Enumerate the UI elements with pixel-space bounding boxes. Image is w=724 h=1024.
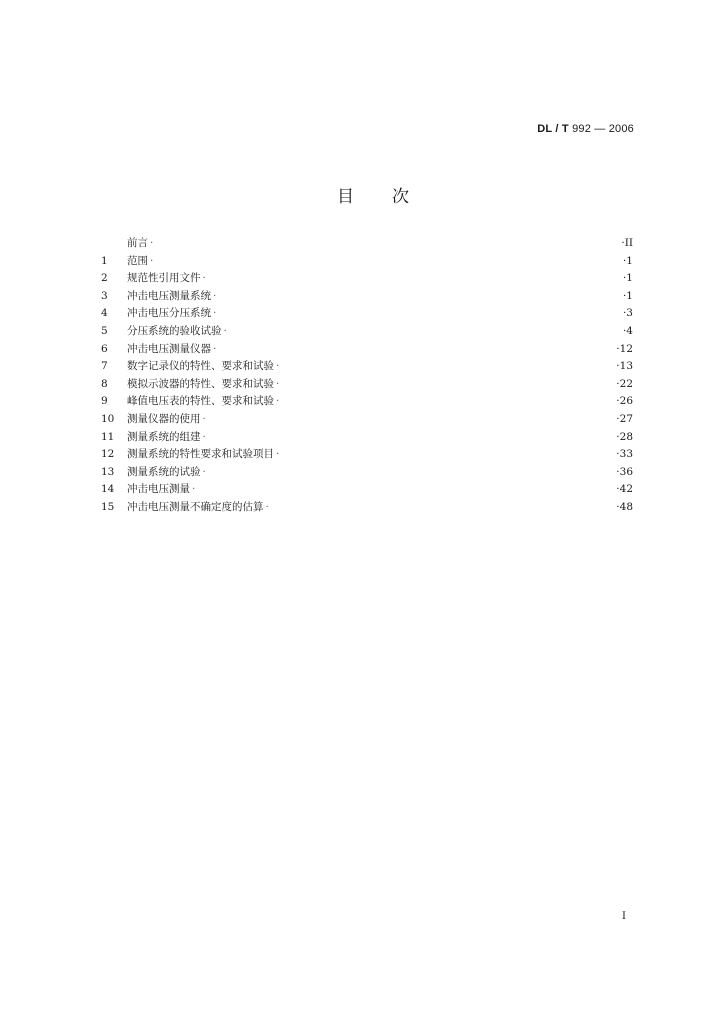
toc-entry-page: ·12 bbox=[616, 342, 633, 355]
toc-entry-label: 冲击电压测量 bbox=[127, 483, 190, 496]
standard-prefix: DL / T bbox=[537, 123, 569, 135]
toc-leader-dots: · bbox=[223, 324, 227, 337]
toc-entry-number: 9 bbox=[101, 395, 108, 408]
toc-entry-label: 测量仪器的使用 bbox=[127, 412, 201, 425]
toc-entry-number: 10 bbox=[101, 412, 115, 425]
toc-leader-dots: · bbox=[202, 272, 206, 285]
toc-entry-page: ·1 bbox=[622, 272, 633, 285]
toc-entry[interactable] bbox=[101, 499, 633, 517]
toc-leader-dots: · bbox=[150, 237, 154, 249]
toc-leader-dots: · bbox=[150, 254, 154, 267]
toc-entry[interactable] bbox=[101, 323, 633, 341]
toc-entry-number: 5 bbox=[101, 324, 108, 337]
toc-entry-number: 3 bbox=[101, 289, 108, 302]
toc-entry-label: 冲击电压测量系统 bbox=[127, 289, 211, 302]
toc-entry-label: 前言 bbox=[127, 237, 148, 249]
toc-entry-number: 12 bbox=[101, 448, 115, 461]
toc-entry-number: 13 bbox=[101, 465, 115, 478]
toc-leader-dots: · bbox=[276, 448, 280, 461]
toc-entry[interactable] bbox=[101, 341, 633, 359]
toc-entry-label: 冲击电压分压系统 bbox=[127, 307, 211, 320]
toc-entry-number: 15 bbox=[101, 500, 115, 513]
toc-entry-page: ·3 bbox=[622, 307, 633, 320]
page-title: 目次 bbox=[337, 187, 447, 207]
toc-entry[interactable] bbox=[101, 305, 633, 323]
toc-entry-number: 6 bbox=[101, 342, 108, 355]
toc-entry[interactable] bbox=[101, 288, 633, 306]
toc-entry[interactable] bbox=[101, 481, 633, 499]
toc-entry-page: ·1 bbox=[622, 289, 633, 302]
toc-entry[interactable] bbox=[101, 464, 633, 482]
standard-number: 992 — 2006 bbox=[572, 123, 634, 135]
toc-entry-number: 1 bbox=[101, 254, 108, 267]
toc-entry-page: ·48 bbox=[616, 500, 633, 513]
toc-leader-dots: · bbox=[213, 289, 217, 302]
toc-leader-dots: · bbox=[202, 412, 206, 425]
toc-leader-dots: · bbox=[213, 342, 217, 355]
toc-entry[interactable] bbox=[101, 253, 633, 271]
toc-entry-page: ·27 bbox=[616, 412, 633, 425]
toc-entry-number: 4 bbox=[101, 307, 108, 320]
toc-entry-page: ·4 bbox=[622, 324, 633, 337]
toc-entry-label: 冲击电压测量不确定度的估算 bbox=[127, 500, 264, 513]
toc-entry-label: 分压系统的验收试验 bbox=[127, 324, 222, 337]
toc-entry-label: 冲击电压测量仪器 bbox=[127, 342, 211, 355]
toc-entry-page: ·13 bbox=[616, 360, 633, 373]
toc-entry[interactable] bbox=[101, 270, 633, 288]
toc-entry[interactable] bbox=[101, 358, 633, 376]
toc-entry[interactable] bbox=[101, 411, 633, 429]
toc-entry[interactable] bbox=[101, 235, 633, 253]
toc-entry-page: ·36 bbox=[616, 465, 633, 478]
toc-entry-label: 测量系统的特性要求和试验项目 bbox=[127, 448, 274, 461]
toc-leader-dots: · bbox=[276, 395, 280, 408]
toc-leader-dots: · bbox=[276, 377, 280, 390]
standard-code bbox=[537, 123, 634, 135]
toc-entry-number: 14 bbox=[101, 483, 115, 496]
toc-entry-number: 7 bbox=[101, 360, 108, 373]
toc-entry-page: ·33 bbox=[616, 448, 633, 461]
toc-entry-page: ·II bbox=[621, 237, 633, 249]
toc-entry[interactable] bbox=[101, 393, 633, 411]
toc-leader-dots: · bbox=[192, 483, 196, 496]
toc-leader-dots: · bbox=[265, 500, 269, 513]
toc-entry-label: 模拟示波器的特性、要求和试验 bbox=[127, 377, 274, 390]
toc-entry-label: 范围 bbox=[127, 254, 148, 267]
toc-entry-number: 11 bbox=[101, 430, 115, 443]
toc-entry-label: 规范性引用文件 bbox=[127, 272, 201, 285]
toc-leader-dots: · bbox=[202, 465, 206, 478]
page-number: I bbox=[622, 911, 626, 922]
toc-leader-dots: · bbox=[213, 307, 217, 320]
toc-entry[interactable] bbox=[101, 376, 633, 394]
toc-entry-page: ·1 bbox=[622, 254, 633, 267]
toc-entry-page: ·26 bbox=[616, 395, 633, 408]
toc-entry[interactable] bbox=[101, 446, 633, 464]
toc-entry-page: ·42 bbox=[616, 483, 633, 496]
toc-leader-dots: · bbox=[202, 430, 206, 443]
toc-entry-label: 数字记录仪的特性、要求和试验 bbox=[127, 360, 274, 373]
toc-entry-label: 测量系统的试验 bbox=[127, 465, 201, 478]
toc-entry-number: 2 bbox=[101, 272, 108, 285]
table-of-contents bbox=[101, 235, 633, 517]
toc-entry-label: 测量系统的组建 bbox=[127, 430, 201, 443]
toc-leader-dots: · bbox=[276, 360, 280, 373]
toc-entry-number: 8 bbox=[101, 377, 108, 390]
toc-entry-label: 峰值电压表的特性、要求和试验 bbox=[127, 395, 274, 408]
toc-entry-page: ·28 bbox=[616, 430, 633, 443]
toc-entry[interactable] bbox=[101, 429, 633, 447]
toc-entry-page: ·22 bbox=[616, 377, 633, 390]
